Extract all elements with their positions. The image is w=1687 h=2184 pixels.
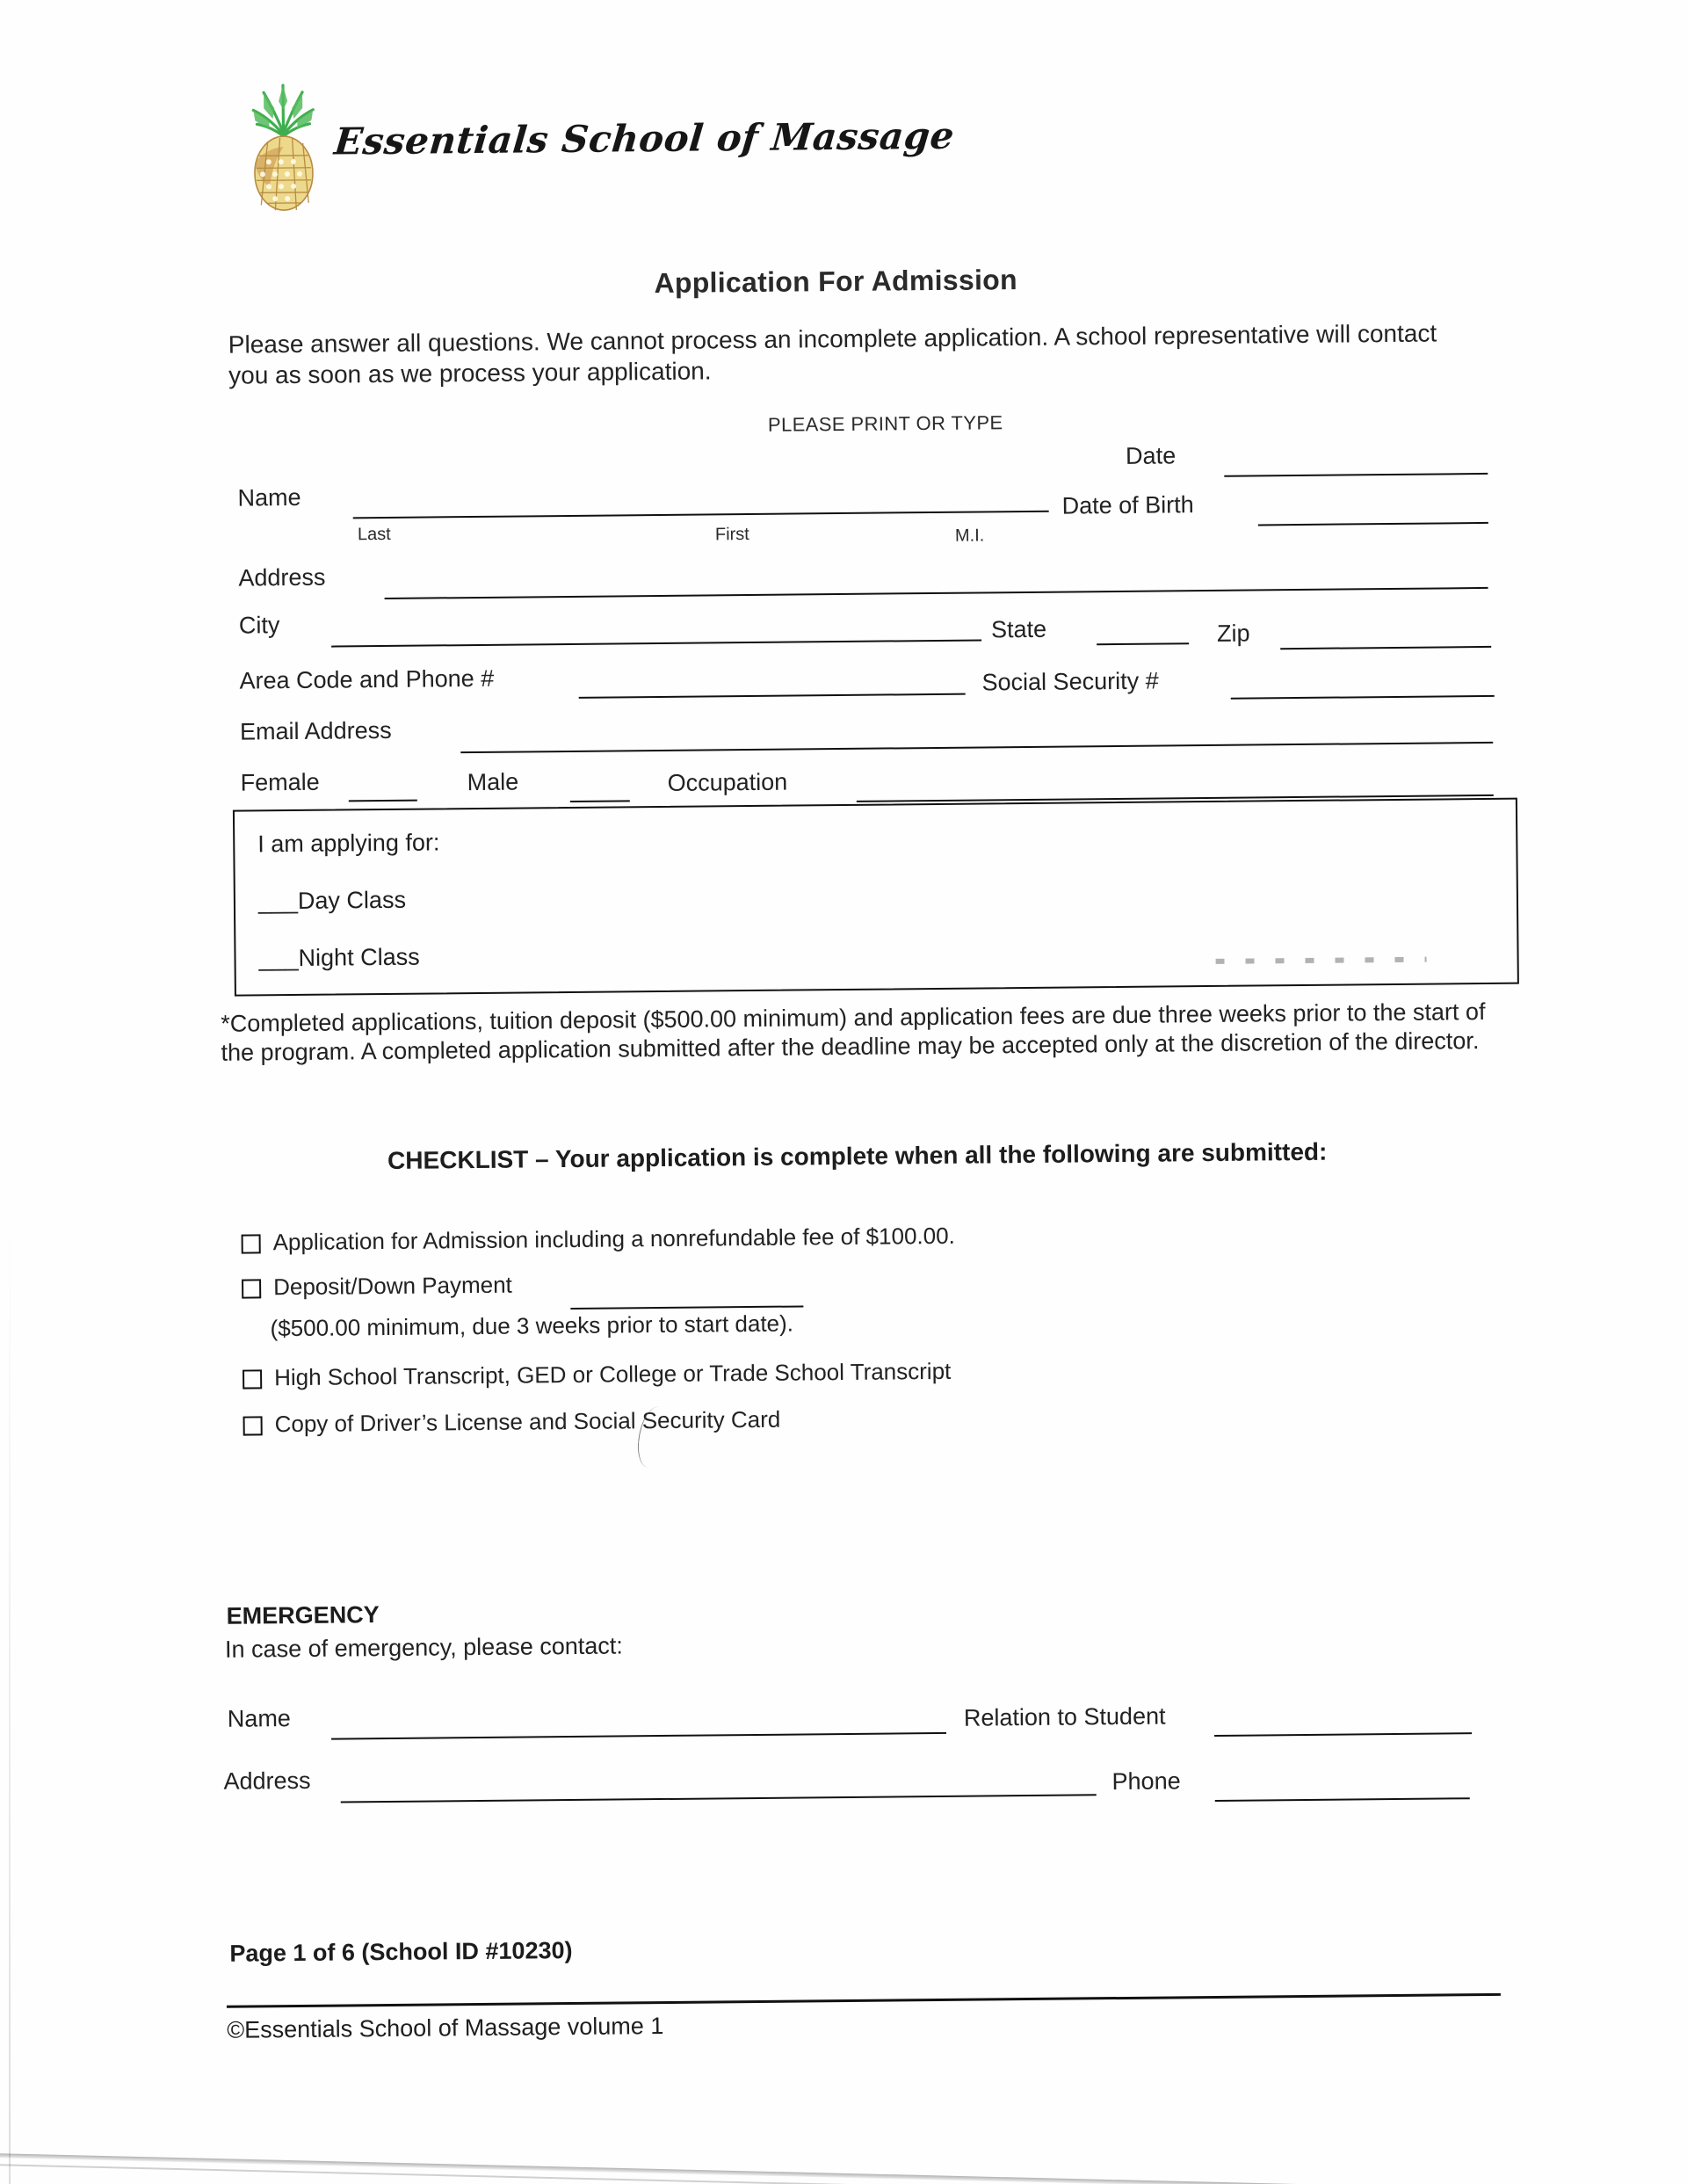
date-input-line[interactable] (1224, 473, 1488, 477)
applying-for-box (233, 798, 1519, 997)
emergency-instruction: In case of emergency, please contact: (224, 1632, 623, 1663)
name-first-caption: First (714, 525, 749, 545)
emergency-phone-line[interactable] (1215, 1797, 1470, 1802)
phone-label: Area Code and Phone # (239, 664, 495, 694)
male-blank[interactable] (570, 800, 630, 802)
emergency-relation-label: Relation to Student (963, 1702, 1166, 1731)
page-title: Application For Admission (654, 264, 1018, 300)
emergency-address-label: Address (223, 1767, 311, 1795)
checklist-item-label: Application for Admission including a nonrefundable fee of $100.00. (272, 1222, 955, 1256)
checkbox-icon[interactable] (243, 1369, 262, 1389)
checkbox-icon[interactable] (242, 1279, 261, 1298)
checklist-item-transcript[interactable] (243, 1358, 951, 1392)
email-label: Email Address (239, 716, 392, 745)
ssn-input-line[interactable] (1231, 695, 1495, 700)
checklist-item-application[interactable] (241, 1223, 954, 1257)
intro-paragraph: Please answer all questions. We cannot process an incomplete application. A school representative will contact you as soon as we process your application. (228, 319, 1437, 389)
applying-for-heading: I am applying for: (257, 829, 440, 858)
page-identifier: Page 1 of 6 (School ID #10230) (229, 1937, 573, 1967)
emergency-name-label: Name (227, 1705, 292, 1732)
checklist-item-license[interactable] (243, 1406, 780, 1439)
emergency-address-line[interactable] (341, 1794, 1097, 1803)
occupation-label: Occupation (667, 768, 788, 796)
name-input-line[interactable] (353, 511, 1049, 519)
pineapple-icon (241, 71, 327, 213)
checkbox-icon[interactable] (242, 1234, 261, 1253)
zip-label: Zip (1216, 620, 1250, 647)
night-class-option[interactable]: ___Night Class (258, 943, 420, 972)
checklist-item-deposit[interactable] (242, 1272, 512, 1302)
emergency-phone-label: Phone (1111, 1767, 1181, 1796)
logo-wordmark: Essentials School of Massage (332, 113, 957, 163)
ssn-label: Social Security # (981, 667, 1159, 696)
email-input-line[interactable] (460, 742, 1493, 753)
name-mi-caption: M.I. (954, 526, 985, 546)
phone-input-line[interactable] (579, 693, 966, 699)
deposit-subnote: ($500.00 minimum, due 3 weeks prior to start date). (270, 1310, 794, 1342)
emergency-relation-line[interactable] (1214, 1732, 1472, 1737)
checkbox-icon[interactable] (243, 1416, 263, 1435)
city-label: City (238, 612, 280, 639)
dob-label: Date of Birth (1061, 491, 1194, 519)
checklist-heading: CHECKLIST – Your application is complete when all the following are submitted: (387, 1137, 1328, 1174)
day-class-option[interactable]: ___Day Class (257, 886, 407, 915)
footer-copyright: ©Essentials School of Massage volume 1 (227, 2013, 664, 2043)
emergency-heading: EMERGENCY (226, 1601, 380, 1629)
address-input-line[interactable] (385, 587, 1488, 599)
state-label: State (990, 615, 1047, 643)
emergency-name-line[interactable] (331, 1732, 946, 1740)
male-label: Male (467, 768, 519, 796)
name-label: Name (237, 483, 301, 512)
scan-artifact (1216, 957, 1427, 964)
dob-input-line[interactable] (1258, 522, 1488, 526)
state-input-line[interactable] (1097, 642, 1189, 645)
school-logo (241, 65, 955, 213)
checklist-item-label: High School Transcript, GED or College or Trade School Transcript (273, 1357, 952, 1391)
print-instruction: PLEASE PRINT OR TYPE (767, 411, 1003, 436)
checklist-item-label: Copy of Driver’s License and Social Security Card (274, 1405, 781, 1438)
address-label: Address (238, 563, 326, 591)
date-label: Date (1125, 442, 1177, 469)
name-last-caption: Last (357, 524, 391, 545)
female-label: Female (240, 768, 320, 796)
female-blank[interactable] (349, 800, 417, 802)
deadline-notice: *Completed applications, tuition deposit ($500.00 minimum) and application fees are due three weeks prior to the start of the program. A completed application submitted after the deadline may be accepted only at the discretion of the director. (221, 998, 1486, 1067)
deposit-amount-line[interactable] (570, 1305, 803, 1310)
city-input-line[interactable] (331, 639, 981, 647)
footer-divider (227, 1993, 1501, 2008)
checklist-item-label: Deposit/Down Payment (272, 1271, 512, 1301)
scan-edge-left (9, 1213, 11, 2184)
zip-input-line[interactable] (1280, 646, 1491, 649)
